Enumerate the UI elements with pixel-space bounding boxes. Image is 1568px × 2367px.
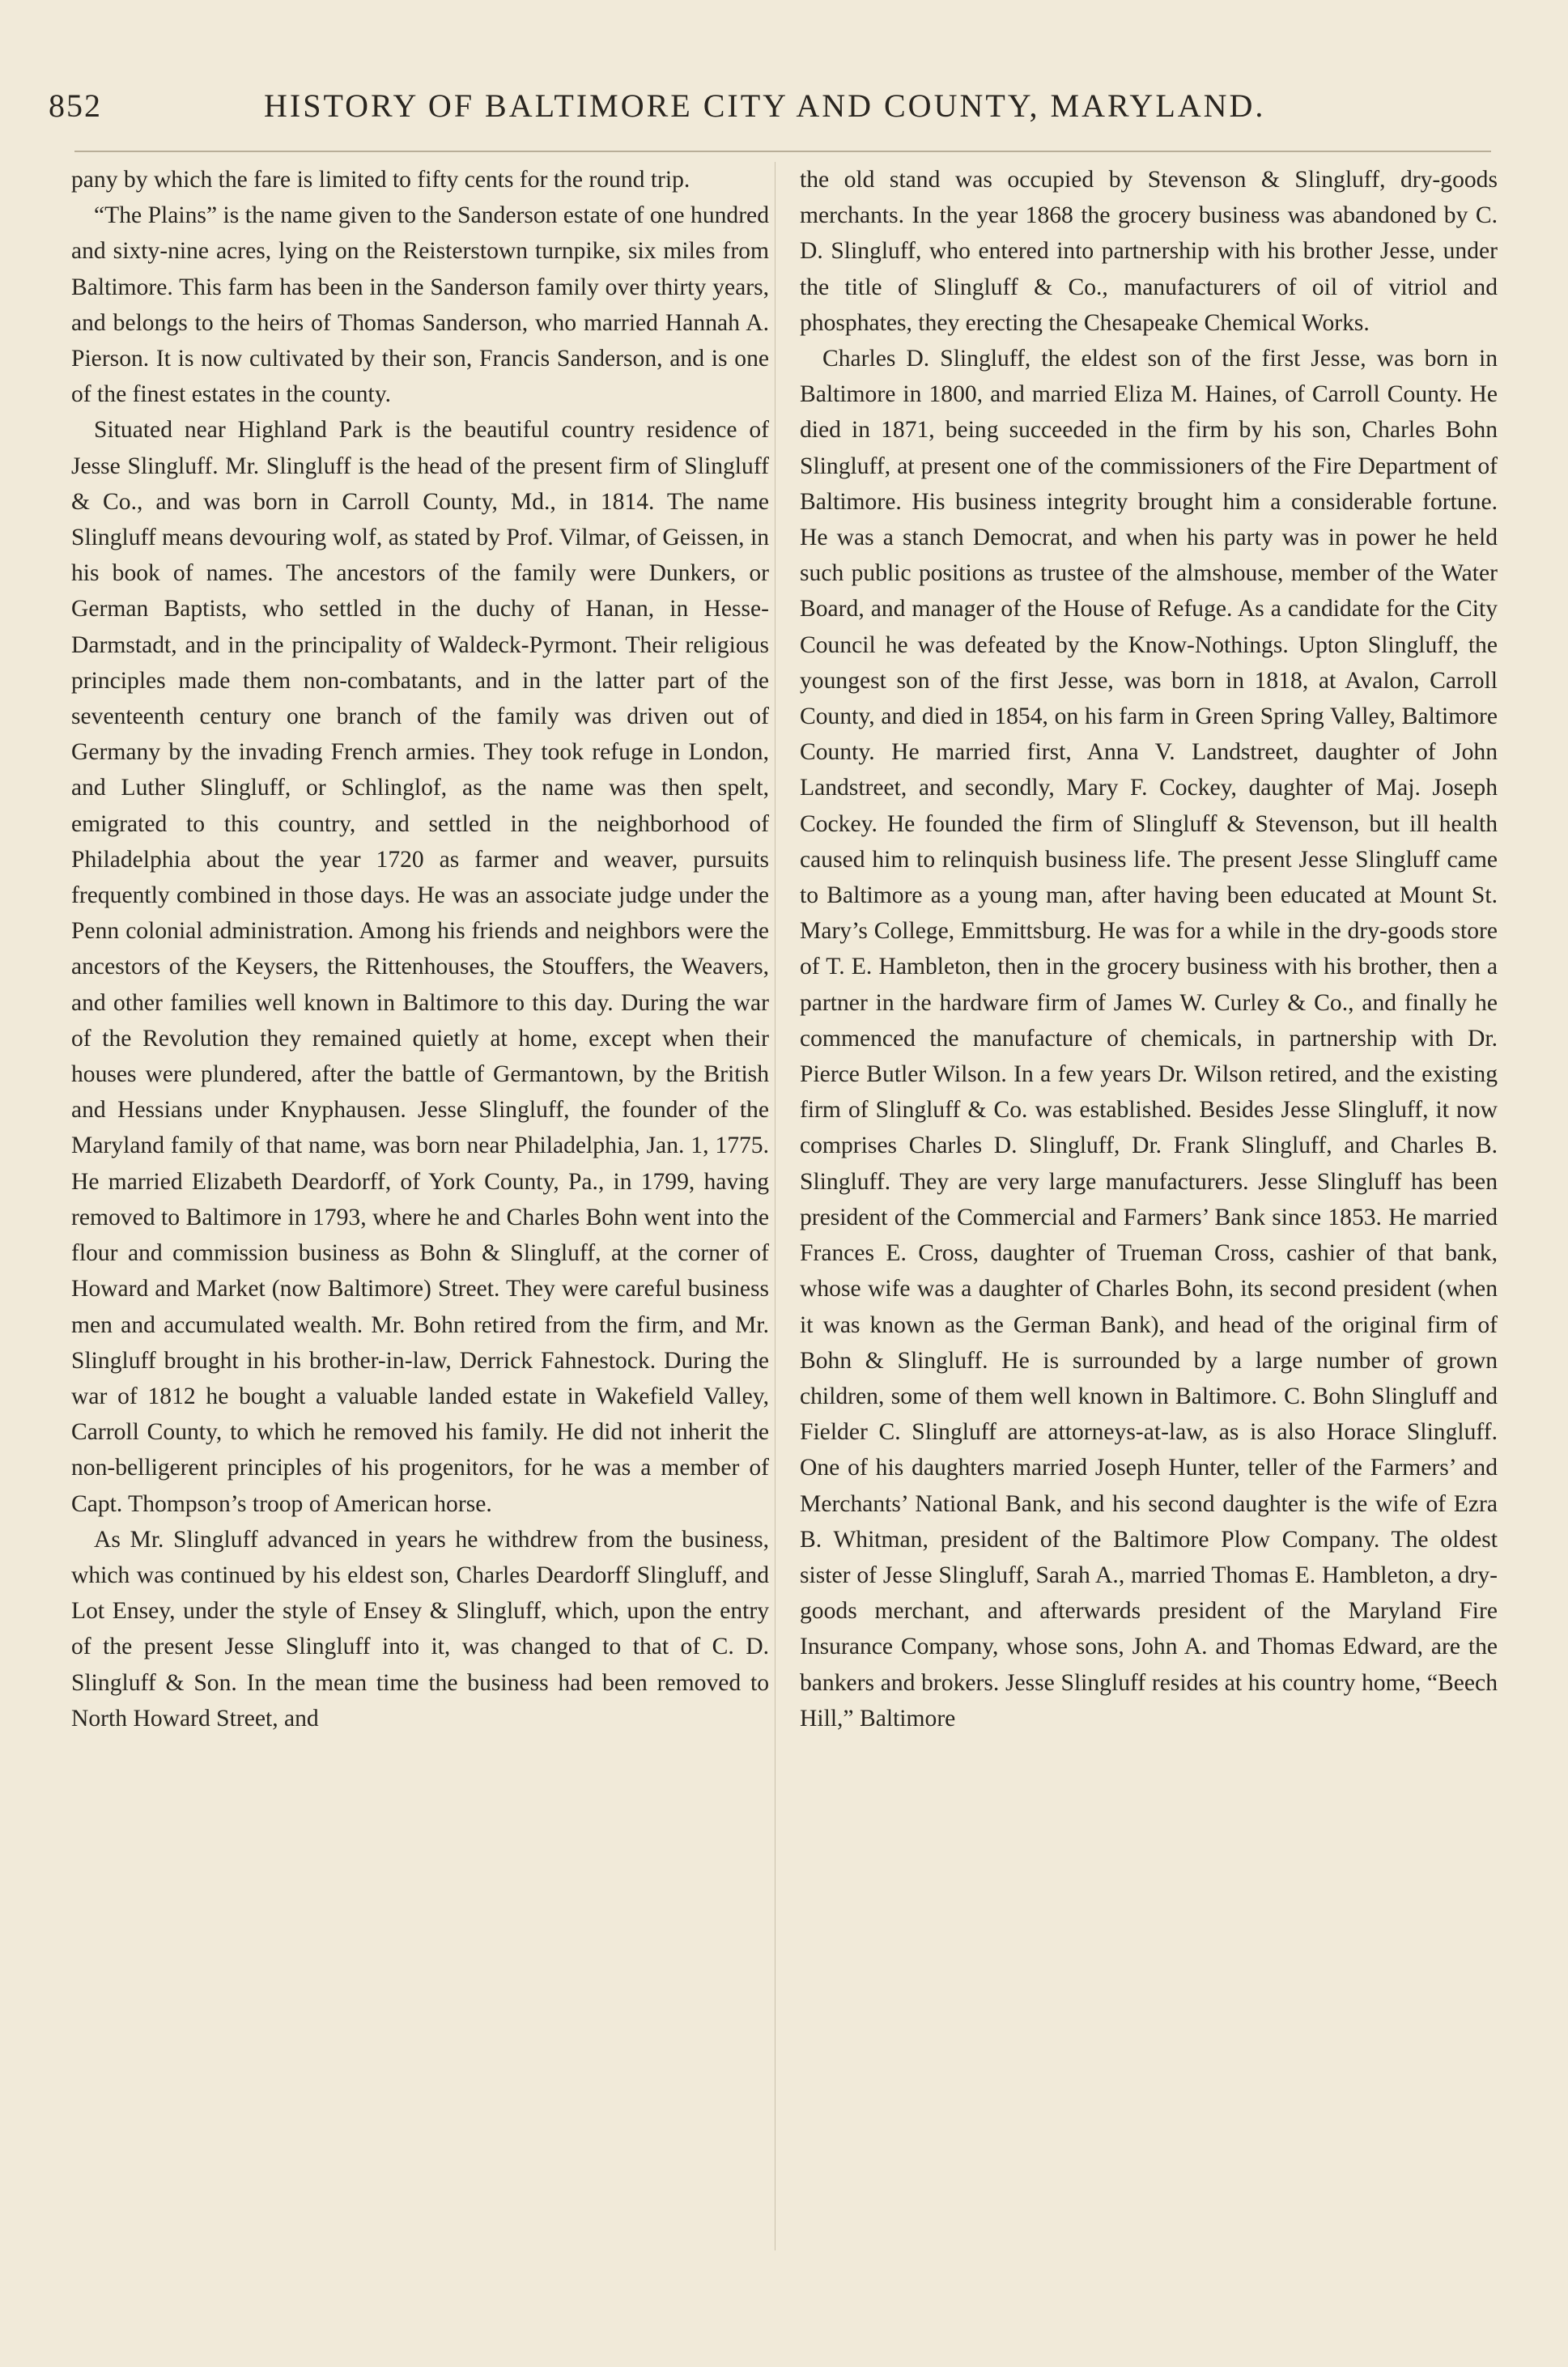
page-header (49, 78, 1530, 134)
paragraph: Situated near Highland Park is the beautiful country residence of Jesse Slingluff. Mr. Slingluff is the head of the present firm of Slingluff & Co., and was born in Carroll County, Md., in 1814. The name Slingluff means devouring wolf, as stated by Prof. Vilmar, of Geissen, in his book of names. The ancestors of the family were Dunkers, or German Baptists, who settled in the duchy of Hanan, in Hesse-Darmstadt, and in the principality of Waldeck-Pyrmont. Their religious principles made them non-combatants, and in the latter part of the seventeenth century one branch of the family was driven out of Germany by the invading French armies. They took refuge in London, and Luther Slingluff, or Schlinglof, as the name was then spelt, emigrated to this country, and settled in the neighborhood of Philadelphia about the year 1720 as farmer and weaver, pursuits frequently combined in those days. He was an associate judge under the Penn colonial administration. Among his friends and neighbors were the ancestors of the Keysers, the Rittenhouses, the Stouffers, the Weavers, and other families well known in Baltimore to this day. During the war of the Revolution they remained quietly at home, except when their houses were plundered, after the battle of Germantown, by the British and Hessians under Knyphausen. Jesse Slingluff, the founder of the Maryland family of that name, was born near Philadelphia, Jan. 1, 1775. He married Elizabeth Deardorff, of York County, Pa., in 1799, having removed to Baltimore in 1793, where he and Charles Bohn went into the flour and commission business as Bohn & Slingluff, at the corner of Howard and Market (now Baltimore) Street. They were careful business men and accumulated wealth. Mr. Bohn retired from the firm, and Mr. Slingluff brought in his brother-in-law, Derrick Fahnestock. During the war of 1812 he bought a valuable landed estate in Wakefield Valley, Carroll County, to which he removed his family. He did not inherit the non-belligerent principles of his progenitors, for he was a member of Capt. Thompson’s troop of American horse. (71, 417, 769, 1517)
paragraph: the old stand was occupied by Stevenson & Slingluff, dry-goods merchants. In the year 1868 the grocery business was abandoned by C. D. Slingluff, who entered into partnership with his brother Jesse, under the title of Slingluff & Co., manufacturers of oil of vitriol and phosphates, they erecting the Chesapeake Chemical Works. (800, 167, 1498, 336)
paragraph: pany by which the fare is limited to fifty cents for the round trip. (71, 167, 691, 193)
page-number: 852 (49, 87, 102, 124)
running-title: HISTORY OF BALTIMORE CITY AND COUNTY, MARYLAND. (264, 87, 1266, 124)
header-rule (74, 151, 1491, 152)
left-column (71, 162, 769, 1736)
paragraph: As Mr. Slingluff advanced in years he withdrew from the business, which was continued by his eldest son, Charles Deardorff Slingluff, and Lot Ensey, under the style of Ensey & Slingluff, which, upon the entry of the present Jesse Slingluff into it, was changed to that of C. D. Slingluff & Son. In the mean time the business had been removed to North Howard Street, and (71, 1526, 769, 1732)
paragraph: Charles D. Slingluff, the eldest son of the first Jesse, was born in Baltimore in 1800, and married Eliza M. Haines, of Carroll County. He died in 1871, being succeeded in the firm by his son, Charles Bohn Slingluff, at present one of the commissioners of the Fire Department of Baltimore. His business integrity brought him a considerable fortune. He was a stanch Democrat, and when his party was in power he held such public positions as trustee of the almshouse, member of the Water Board, and manager of the House of Refuge. As a candidate for the City Council he was defeated by the Know-Nothings. Upton Slingluff, the youngest son of the first Jesse, was born in 1818, at Avalon, Carroll County, and died in 1854, on his farm in Green Spring Valley, Baltimore County. He married first, Anna V. Landstreet, daughter of John Landstreet, and secondly, Mary F. Cockey, daughter of Maj. Joseph Cockey. He founded the firm of Slingluff & Stevenson, but ill health caused him to relinquish business life. The present Jesse Slingluff came to Baltimore as a young man, after having been educated at Mount St. Mary’s College, Emmittsburg. He was for a while in the dry-goods store of T. E. Hambleton, then in the grocery business with his brother, then a partner in the hardware firm of James W. Curley & Co., and finally he commenced the manufacture of chemicals, in partnership with Dr. Pierce Butler Wilson. In a few years Dr. Wilson retired, and the existing firm of Slingluff & Co. was established. Besides Jesse Slingluff, it now comprises Charles D. Slingluff, Dr. Frank Slingluff, and Charles B. Slingluff. They are very large manufacturers. Jesse Slingluff has been president of the Commercial and Farmers’ Bank since 1853. He married Frances E. Cross, daughter of Trueman Cross, cashier of that bank, whose wife was a daughter of Charles Bohn, its second president (when it was known as the German Bank), and head of the original firm of Bohn & Slingluff. He is surrounded by a large number of grown children, some of them well known in Baltimore. C. Bohn Slingluff and Fielder C. Slingluff are attorneys-at-law, as is also Horace Slingluff. One of his daughters married Joseph Hunter, teller of the Farmers’ and Merchants’ National Bank, and his second daughter is the wife of Ezra B. Whitman, president of the Baltimore Plow Company. The oldest sister of Jesse Slingluff, Sarah A., married Thomas E. Hambleton, a dry-goods merchant, and afterwards president of the Maryland Fire Insurance Company, whose sons, John A. and Thomas Edward, are the bankers and brokers. Jesse Slingluff resides at his country home, “Beech Hill,” Baltimore (800, 346, 1498, 1732)
right-column (800, 162, 1498, 1736)
paragraph: “The Plains” is the name given to the Sanderson estate of one hundred and sixty-nine acres, lying on the Reisterstown turnpike, six miles from Baltimore. This farm has been in the Sanderson family over thirty years, and belongs to the heirs of Thomas Sanderson, who married Hannah A. Pierson. It is now cultivated by their son, Francis Sanderson, and is one of the finest estates in the county. (71, 202, 769, 408)
column-divider (775, 162, 776, 2250)
